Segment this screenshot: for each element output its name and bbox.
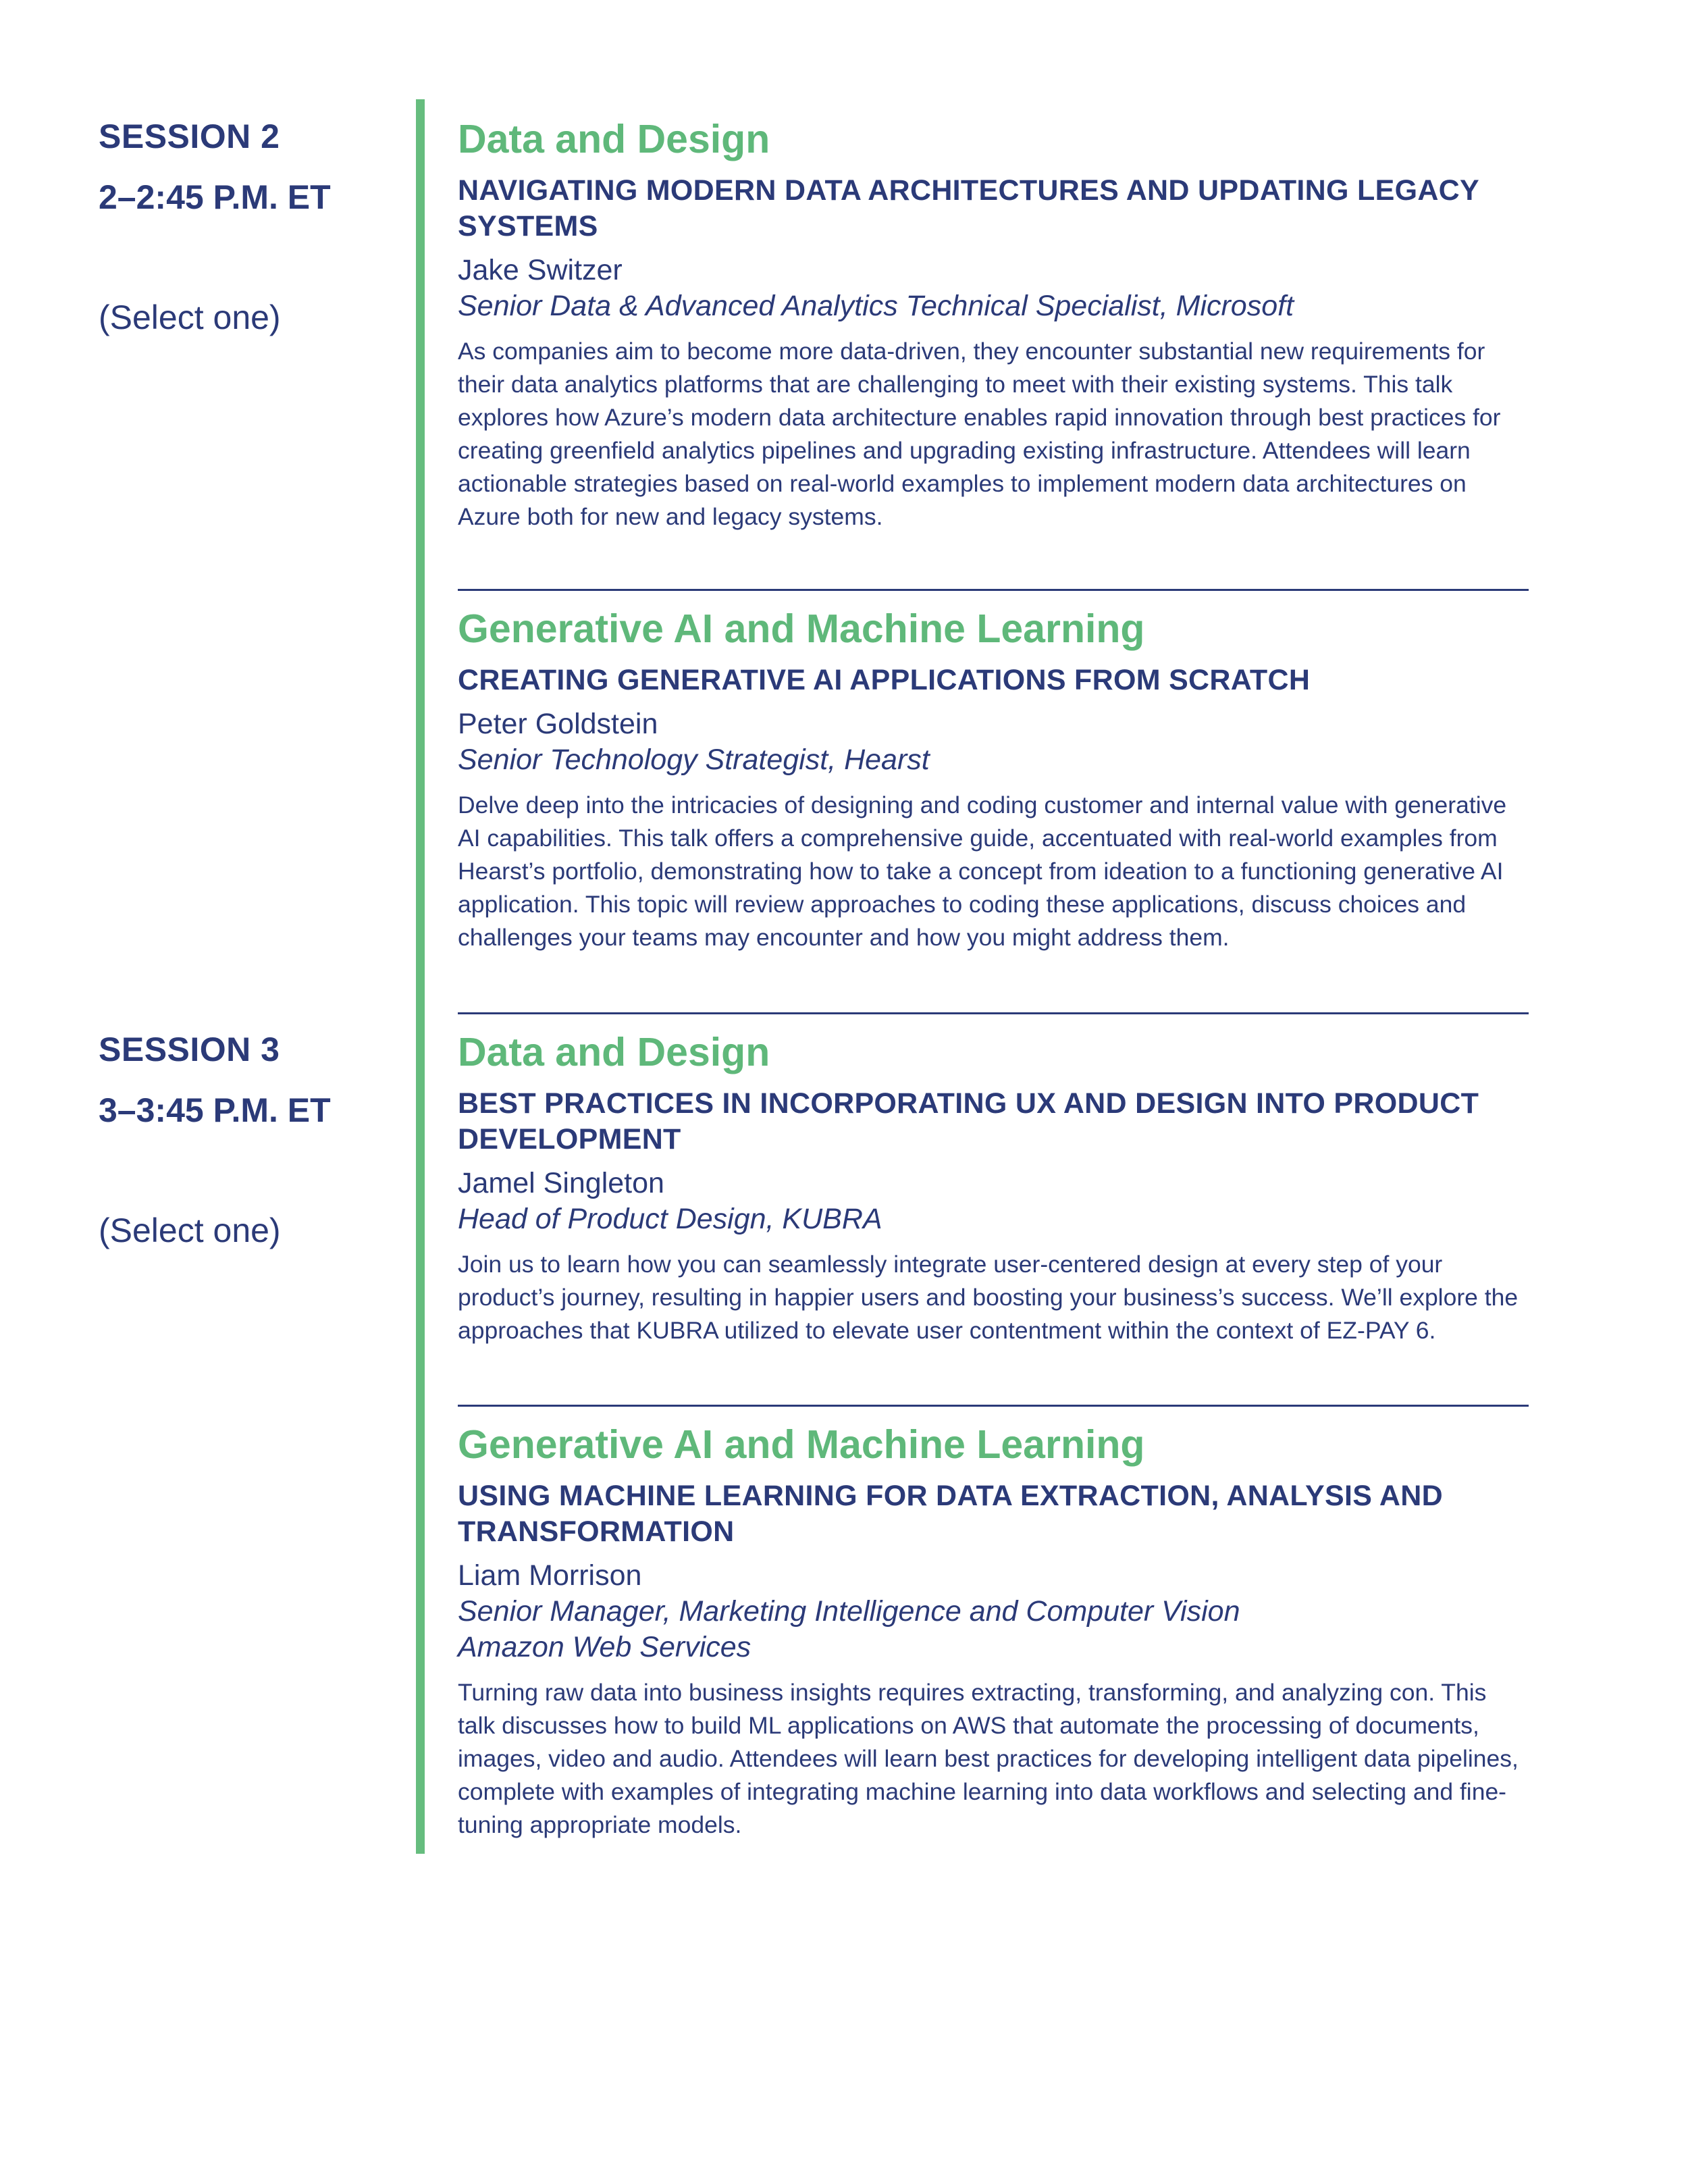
vertical-divider [416,99,425,1854]
talk-role-organization: Amazon Web Services [458,1631,751,1663]
talk-description: Delve deep into the intricacies of designing and coding customer and internal value with generative AI capabilities. This talk offers a comprehensive guide, accentuated with real-world examples from Hearst’s portfolio, demonstrating how to take a concept from ideation to a functioning generative AI application. This topic will review approaches to coding these applications, discuss choices and challenges your teams may encounter and how you might address them. [458,791,1507,951]
talk-track: Generative AI and Machine Learning [458,606,1145,651]
session-label: SESSION 2 [99,118,280,155]
session-label: SESSION 3 [99,1031,280,1068]
talk-role: Senior Manager, Marketing Intelligence and Computer Vision [458,1595,1240,1628]
session-time: 2–2:45 P.M. ET [99,178,331,216]
talk-description: Turning raw data into business insights requires extracting, transforming, and analyzing con. This talk discusses how to build ML applications on AWS that automate the processing of documents, images, video and audio. Attendees will learn best practices for developing intelligent data pipelines, complete with examples of integrating machine learning into data workflows and selecting and fine-tuning appropriate models. [458,1679,1519,1838]
talk-role: Head of Product Design, KUBRA [458,1203,882,1235]
talk-track: Data and Design [458,1030,770,1074]
talk-role: Senior Technology Strategist, Hearst [458,744,930,776]
session-time: 3–3:45 P.M. ET [99,1091,331,1129]
talk-description: As companies aim to become more data-driven, they encounter substantial new requirements for their data analytics platforms that are challenging to meet with their existing systems. This talk explores how Azure’s modern data architecture enables rapid innovation through best practices for creating greenfield analytics pipelines and upgrading existing infrastructure. Attendees will learn actionable strategies based on real-world examples to implement modern data architectures on Azure both for new and legacy systems. [458,338,1501,530]
talk-card [458,606,1529,954]
section-divider [458,589,1529,591]
talk-description: Join us to learn how you can seamlessly integrate user-centered design at every step of your product’s journey, resulting in happier users and boosting your business’s success. We’ll explore the approaches that KUBRA utilized to elevate user contentment within the context of EZ-PAY 6. [458,1251,1519,1344]
talk-card [458,1029,1529,1347]
talk-title: USING MACHINE LEARNING FOR DATA EXTRACTION, ANALYSIS AND TRANSFORMATION [458,1480,1443,1548]
section-divider [458,1405,1529,1407]
talk-title: NAVIGATING MODERN DATA ARCHITECTURES AND UPDATING LEGACY SYSTEMS [458,174,1479,242]
talk-title: BEST PRACTICES IN INCORPORATING UX AND DESIGN INTO PRODUCT DEVELOPMENT [458,1087,1479,1155]
section-divider [458,1012,1529,1014]
talk-speaker: Jake Switzer [458,254,623,286]
session-2-block [99,116,409,338]
talk-card [458,116,1529,534]
talk-track: Data and Design [458,117,770,161]
talk-speaker: Peter Goldstein [458,708,658,740]
talk-track: Generative AI and Machine Learning [458,1422,1145,1467]
session-select-note: (Select one) [99,1212,281,1249]
talk-speaker: Liam Morrison [458,1559,642,1592]
talk-speaker: Jamel Singleton [458,1167,664,1199]
talk-role: Senior Data & Advanced Analytics Technical Specialist, Microsoft [458,290,1294,322]
session-3-block [99,1029,409,1251]
session-select-note: (Select one) [99,298,281,336]
talk-title: CREATING GENERATIVE AI APPLICATIONS FROM SCRATCH [458,664,1311,696]
talk-card [458,1422,1529,1842]
